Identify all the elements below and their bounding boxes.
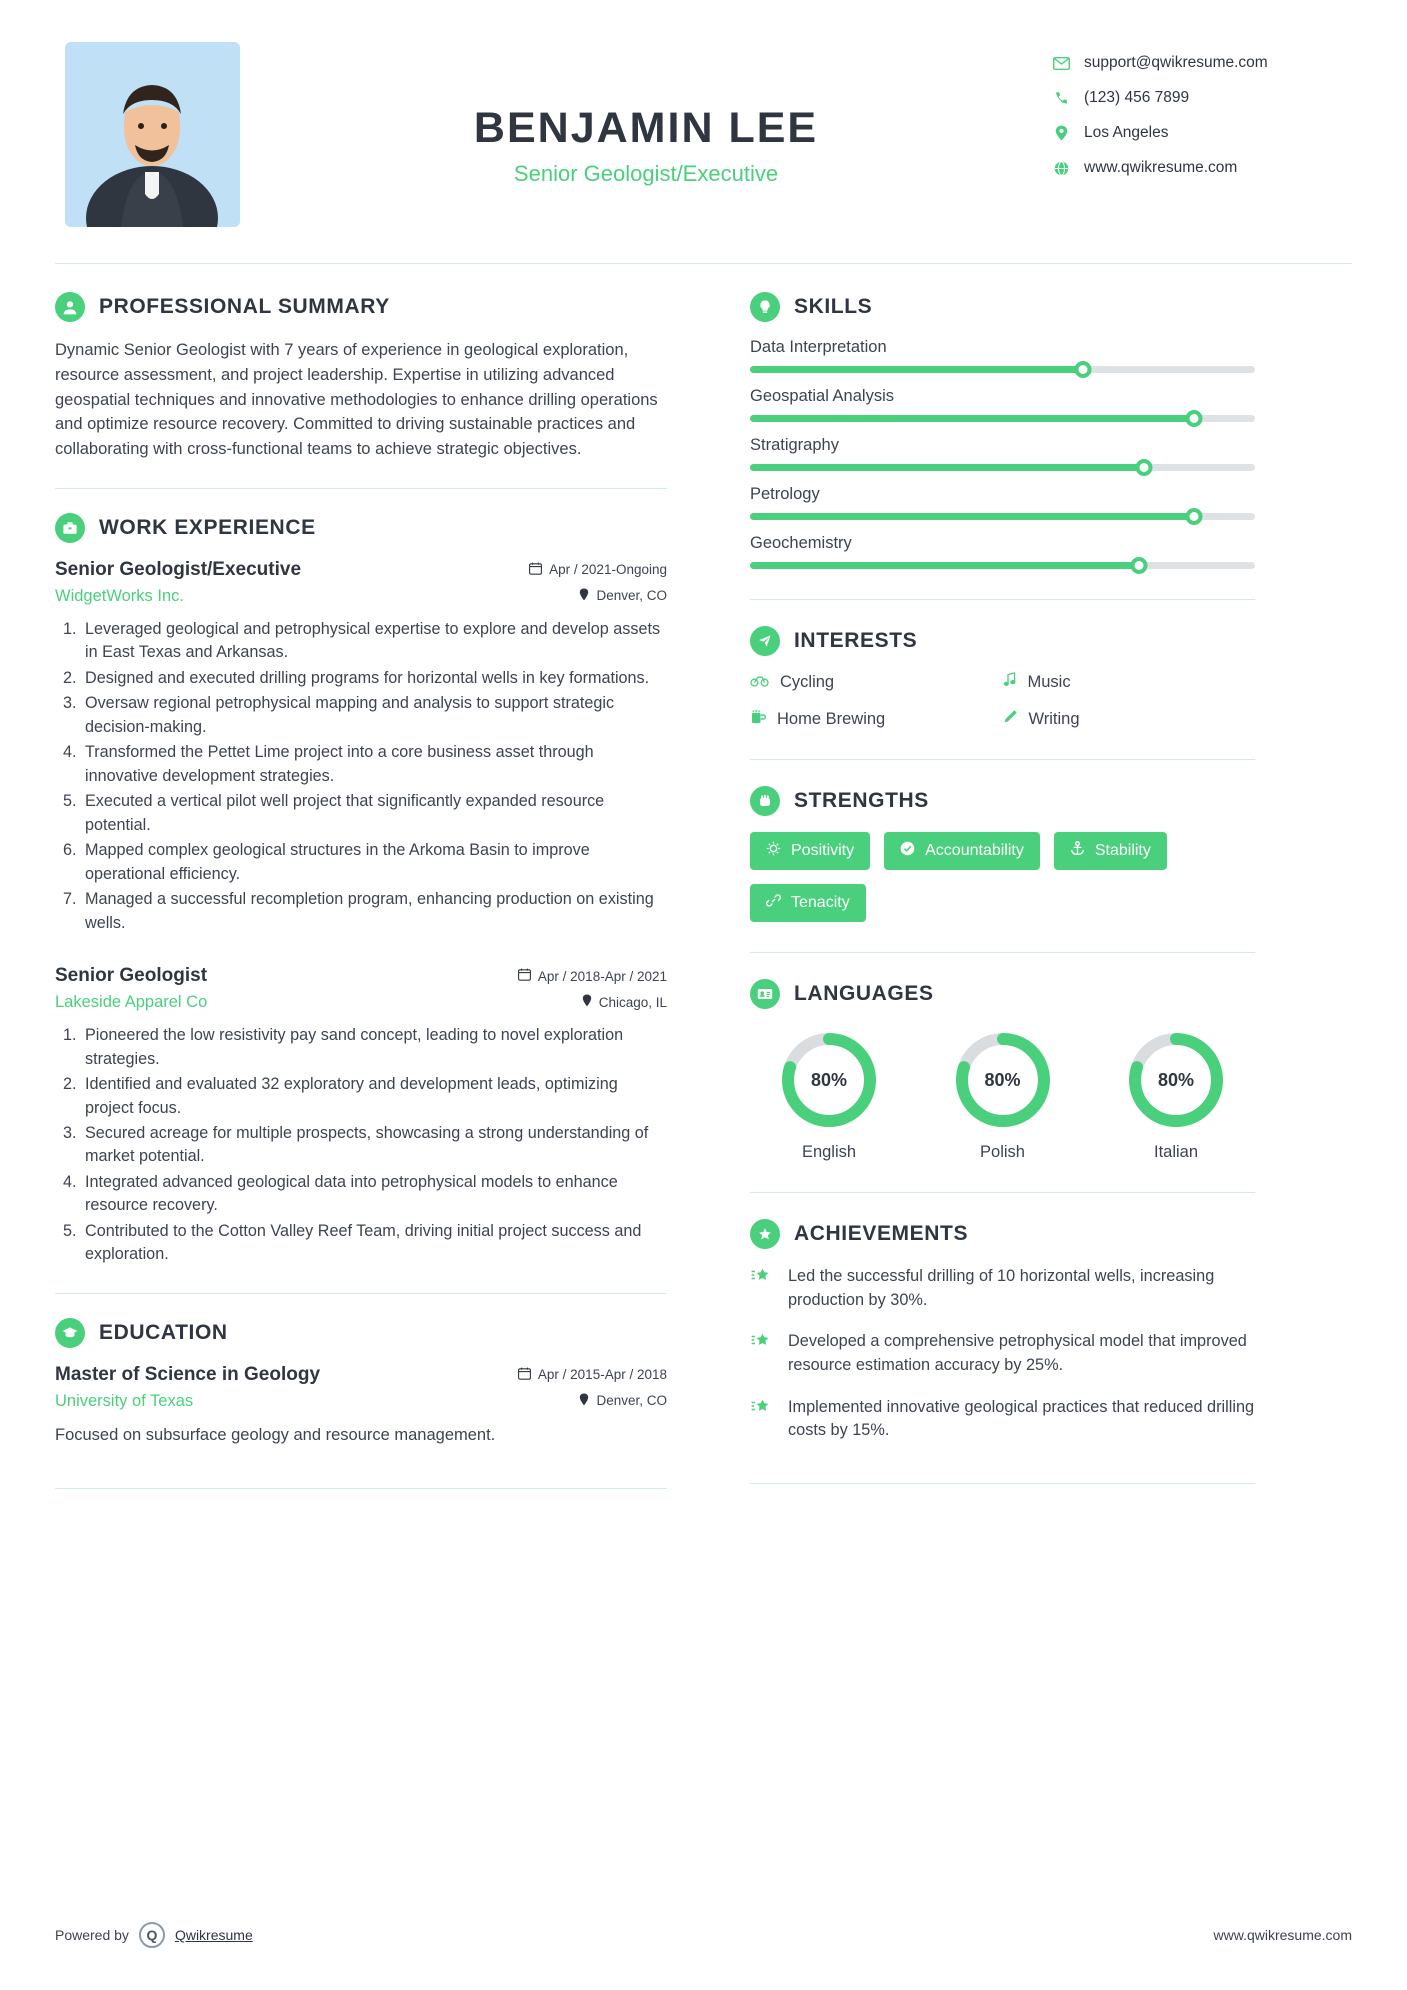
- footer-site: www.qwikresume.com: [1213, 1927, 1352, 1943]
- interest-item: [1003, 672, 1256, 692]
- map-marker-icon: [579, 588, 589, 604]
- list-item: 2. Identified and evaluated 32 exploratory and development leads, optimizing project focus.: [81, 1073, 667, 1120]
- graduation-cap-icon: [55, 1318, 85, 1348]
- section-professional-summary: [55, 292, 667, 462]
- strength-label: Tenacity: [791, 894, 850, 911]
- achievement-item: [750, 1265, 1255, 1312]
- language-percent: 80%: [984, 1069, 1021, 1090]
- job-title: Senior Geologist: [55, 965, 208, 987]
- contact-website[interactable]: [1052, 159, 1352, 177]
- job-location: [579, 588, 667, 604]
- anchor-icon: [1070, 841, 1085, 861]
- divider: [750, 952, 1255, 953]
- section-title: LANGUAGES: [794, 982, 934, 1005]
- divider: [55, 488, 667, 489]
- globe-icon: [1052, 161, 1070, 176]
- skill-label: Petrology: [750, 485, 820, 503]
- job-date-text: Apr / 2021-Ongoing: [549, 562, 667, 578]
- language-item: [754, 1029, 904, 1162]
- education-location: [579, 1393, 667, 1409]
- job-title: Senior Geologist/Executive: [55, 558, 302, 580]
- interest-item: [750, 672, 1003, 692]
- powered-by: [55, 1922, 253, 1948]
- check-circle-icon: [900, 841, 915, 861]
- job-bullets: [81, 618, 667, 935]
- resume-body: [55, 292, 1352, 1513]
- language-name: Polish: [980, 1143, 1025, 1161]
- divider: [750, 599, 1255, 600]
- contact-website-text: www.qwikresume.com: [1084, 159, 1238, 176]
- skill-item: [750, 485, 1255, 520]
- section-title: SKILLS: [794, 295, 873, 318]
- star-badge-icon: [750, 1396, 774, 1443]
- map-marker-icon: [582, 994, 592, 1010]
- achievement-text: Led the successful drilling of 10 horizontal wells, increasing production by 30%.: [788, 1267, 1215, 1309]
- degree-title: Master of Science in Geology: [55, 1363, 321, 1385]
- section-languages: [750, 979, 1255, 1162]
- location-pin-icon: [1052, 125, 1070, 141]
- contact-location[interactable]: [1052, 124, 1352, 142]
- calendar-icon: [518, 968, 531, 984]
- strength-label: Stability: [1094, 842, 1151, 859]
- avatar-photo: [65, 42, 240, 227]
- skill-item: [750, 387, 1255, 422]
- skill-bar: [750, 415, 1255, 422]
- divider: [55, 1488, 667, 1489]
- interest-item: [750, 709, 1003, 729]
- language-progress: [778, 1029, 880, 1131]
- left-column: [55, 292, 695, 1513]
- education-description: Focused on subsurface geology and resource management.: [55, 1425, 496, 1444]
- language-progress: [1125, 1029, 1227, 1131]
- music-note-icon: [1003, 672, 1017, 692]
- achievement-text: Implemented innovative geological practices that reduced drilling costs by 15%.: [788, 1397, 1255, 1440]
- list-item: 4. Transformed the Pettet Lime project into a core business asset through innovative development strategies.: [81, 741, 667, 788]
- job-date: [518, 968, 667, 984]
- contact-email[interactable]: [1052, 54, 1352, 72]
- avatar: [65, 42, 240, 227]
- header-divider: [55, 263, 1352, 264]
- phone-icon: [1052, 91, 1070, 106]
- star-circle-icon: [750, 1219, 780, 1249]
- strength-chip: [750, 884, 866, 922]
- achievement-item: [750, 1396, 1255, 1443]
- section-title: WORK EXPERIENCE: [99, 515, 316, 539]
- language-item: [928, 1029, 1078, 1162]
- list-item: 5. Contributed to the Cotton Valley Reef Team, driving initial project success and exploration.: [81, 1220, 667, 1267]
- contact-list: [1052, 42, 1352, 177]
- interest-label: Writing: [1028, 709, 1080, 728]
- divider: [55, 1293, 667, 1294]
- summary-text: Dynamic Senior Geologist with 7 years of experience in geological exploration, resource assessment, and project leadership. Expertise in utilizing advanced geospatial techniques and innovative methodologies to enhance drilling operations and optimize resource recovery. Committed to driving sustainable practices and collaborating with cross-functional teams to achieve strategic objectives.: [55, 341, 658, 458]
- skill-bar: [750, 366, 1255, 373]
- job-role: Senior Geologist/Executive: [513, 161, 779, 186]
- list-item: 5. Executed a vertical pilot well project that significantly expanded resource potential.: [81, 790, 667, 837]
- divider: [750, 1483, 1255, 1484]
- pencil-icon: [1003, 709, 1018, 729]
- interest-label: Cycling: [780, 672, 835, 691]
- job-company: WidgetWorks Inc.: [55, 586, 184, 605]
- section-interests: [750, 626, 1255, 729]
- job-location-text: Denver, CO: [596, 588, 667, 604]
- section-title: PROFESSIONAL SUMMARY: [99, 295, 390, 318]
- section-title: ACHIEVEMENTS: [794, 1222, 969, 1245]
- skill-label: Geochemistry: [750, 534, 852, 552]
- contact-phone[interactable]: [1052, 89, 1352, 107]
- list-item: 3. Secured acreage for multiple prospects, showcasing a strong understanding of market potential.: [81, 1122, 667, 1169]
- achievement-text: Developed a comprehensive petrophysical model that improved resource estimation accuracy by 25%.: [788, 1332, 1247, 1374]
- contact-phone-text: (123) 456 7899: [1084, 89, 1190, 106]
- language-name: Italian: [1153, 1143, 1199, 1161]
- section-title: STRENGTHS: [794, 789, 929, 812]
- education-entry: [55, 1364, 667, 1448]
- experience-entry: [55, 965, 667, 1267]
- interest-label: Home Brewing: [777, 709, 886, 728]
- section-work-experience: [55, 513, 667, 1267]
- qwikresume-link[interactable]: Qwikresume: [174, 1927, 253, 1943]
- list-item: 4. Integrated advanced geological data into petrophysical models to enhance resource recovery.: [81, 1171, 667, 1218]
- powered-by-label: Powered by: [55, 1927, 129, 1943]
- education-date-text: Apr / 2015-Apr / 2018: [537, 1367, 667, 1383]
- experience-entry: [55, 559, 667, 935]
- skill-label: Geospatial Analysis: [750, 387, 894, 405]
- job-location-text: Chicago, IL: [598, 994, 667, 1010]
- name-block: [240, 42, 1052, 187]
- language-item: [1101, 1029, 1251, 1162]
- resume-header: [55, 42, 1352, 227]
- map-marker-icon: [579, 1393, 589, 1409]
- job-bullets: [81, 1024, 667, 1267]
- section-achievements: [750, 1219, 1255, 1443]
- divider: [750, 759, 1255, 760]
- star-badge-icon: [750, 1265, 774, 1312]
- achievement-item: [750, 1330, 1255, 1377]
- strength-chip: [1054, 832, 1167, 870]
- skill-bar: [750, 464, 1255, 471]
- job-location: [582, 994, 667, 1010]
- star-badge-icon: [750, 1330, 774, 1377]
- calendar-icon: [518, 1367, 531, 1383]
- job-date-text: Apr / 2018-Apr / 2021: [537, 968, 667, 984]
- list-item: 1. Leveraged geological and petrophysical expertise to explore and develop assets in East Texas and Arkansas.: [81, 618, 667, 665]
- language-percent: 80%: [810, 1069, 848, 1090]
- contact-location-text: Los Angeles: [1084, 124, 1169, 141]
- skill-label: Stratigraphy: [750, 436, 839, 454]
- lightbulb-icon: [750, 292, 780, 322]
- section-education: [55, 1318, 667, 1448]
- job-company: Lakeside Apparel Co: [55, 993, 208, 1012]
- strength-label: Positivity: [791, 842, 855, 859]
- brewing-icon: [750, 709, 766, 729]
- school-name: University of Texas: [55, 1391, 194, 1410]
- interest-label: Music: [1027, 672, 1071, 691]
- strength-label: Accountability: [925, 842, 1024, 859]
- education-date: [518, 1367, 667, 1383]
- language-name: English: [801, 1143, 857, 1161]
- skill-item: [750, 338, 1255, 373]
- strength-chip: [750, 832, 870, 870]
- skill-label: Data Interpretation: [750, 338, 887, 356]
- section-title: INTERESTS: [794, 629, 918, 652]
- list-item: 7. Managed a successful recompletion program, enhancing production on existing wells.: [81, 888, 667, 935]
- section-strengths: [750, 786, 1255, 922]
- right-column: [695, 292, 1255, 1513]
- id-card-icon: [750, 979, 780, 1009]
- bicycle-icon: [750, 673, 769, 692]
- list-item: 2. Designed and executed drilling programs for horizontal wells in key formations.: [81, 667, 667, 690]
- calendar-icon: [529, 562, 542, 578]
- language-percent: 80%: [1157, 1069, 1195, 1090]
- sun-icon: [766, 841, 781, 861]
- list-item: 3. Oversaw regional petrophysical mapping and analysis to support strategic decision-making.: [81, 692, 667, 739]
- section-title: EDUCATION: [99, 1320, 228, 1344]
- paper-plane-icon: [750, 626, 780, 656]
- language-progress: [952, 1029, 1054, 1131]
- list-item: 6. Mapped complex geological structures in the Arkoma Basin to improve operational efficiency.: [81, 839, 667, 886]
- link-icon: [766, 893, 781, 913]
- list-item: 1. Pioneered the low resistivity pay sand concept, leading to novel exploration strategies.: [81, 1024, 667, 1071]
- job-date: [529, 562, 667, 578]
- fist-icon: [750, 786, 780, 816]
- user-circle-icon: [55, 292, 85, 322]
- qwikresume-logo-icon: Q: [139, 1922, 165, 1948]
- briefcase-icon: [55, 513, 85, 543]
- page-footer: [55, 1922, 1352, 1948]
- envelope-icon: [1052, 57, 1070, 70]
- section-skills: [750, 292, 1255, 569]
- page-title: BENJAMIN LEE: [473, 104, 819, 152]
- divider: [750, 1192, 1255, 1193]
- strength-chip: [884, 832, 1040, 870]
- skill-item: [750, 534, 1255, 569]
- education-location-text: Denver, CO: [596, 1393, 667, 1409]
- skill-bar: [750, 562, 1255, 569]
- skill-bar: [750, 513, 1255, 520]
- interest-item: [1003, 709, 1256, 729]
- skill-item: [750, 436, 1255, 471]
- contact-email-text: support@qwikresume.com: [1084, 54, 1268, 71]
